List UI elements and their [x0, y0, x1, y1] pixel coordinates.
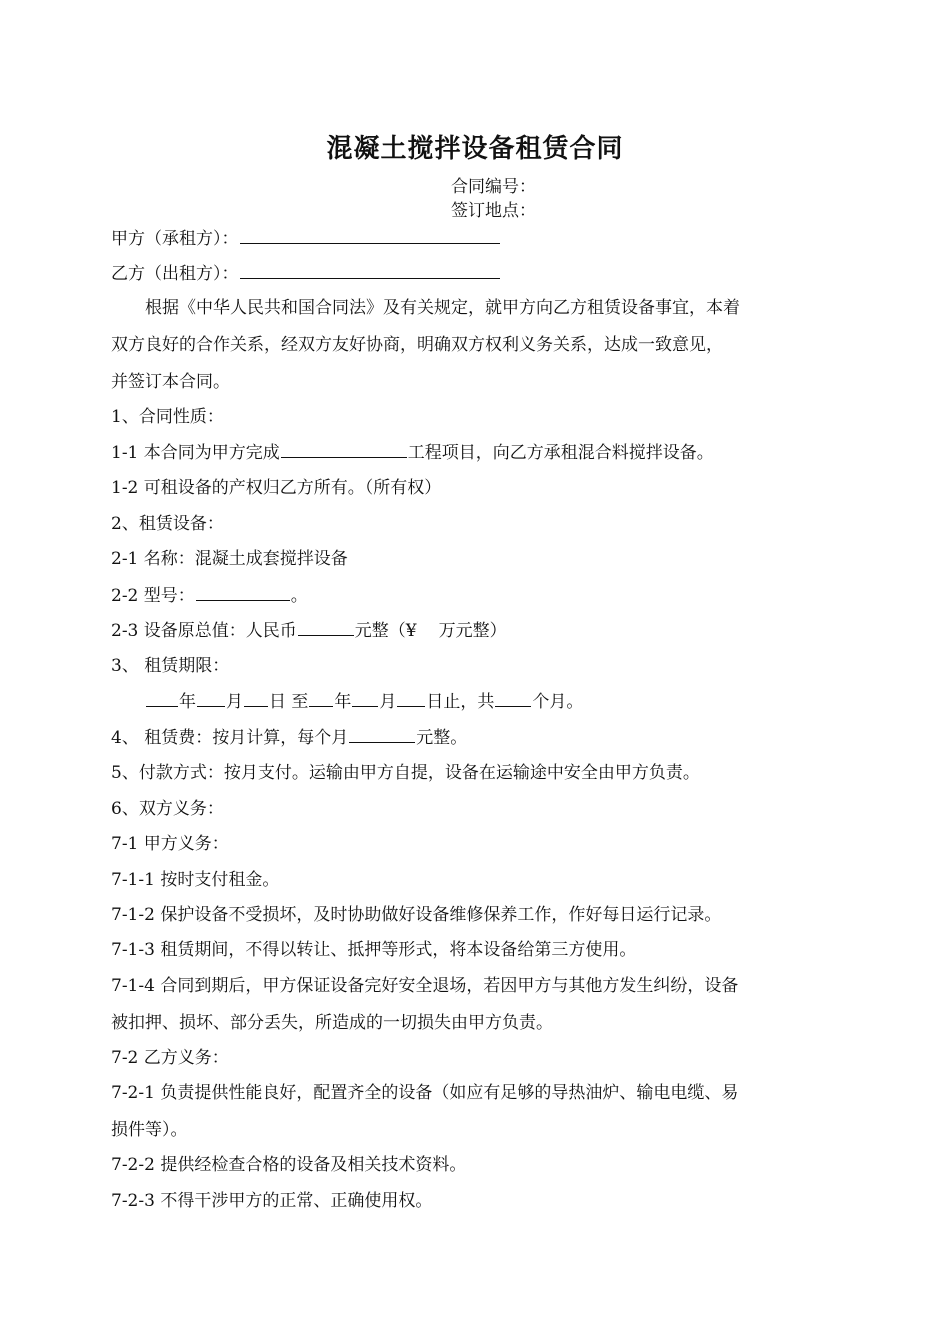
clause-2-2-text-b: 。 — [290, 586, 308, 606]
item-7-2-1-line-1: 7-2-1 负责提供性能良好，配置齐全的设备（如应有足够的导热油炉、输电电缆、易 — [111, 1083, 739, 1103]
preamble-line-1: 根据《中华人民共和国合同法》及有关规定，就甲方向乙方租赁设备事宜，本着 — [145, 298, 740, 318]
section-4-text-a: 4、 租赁费：按月计算，每个月 — [111, 728, 349, 748]
party-b-blank[interactable] — [240, 261, 500, 279]
item-7-2-3: 7-2-3 不得干涉甲方的正常、正确使用权。 — [111, 1191, 433, 1211]
preamble-line-3: 并签订本合同。 — [111, 372, 230, 392]
item-7-1-1: 7-1-1 按时支付租金。 — [111, 870, 280, 890]
end-day-blank[interactable] — [397, 689, 425, 707]
sign-place-label: 签订地点： — [451, 201, 536, 221]
day-end-label: 日止，共 — [426, 692, 495, 712]
item-7-1-4-line-1: 7-1-4 合同到期后，甲方保证设备完好安全退场，若因甲方与其他方发生纠纷，设备 — [111, 976, 739, 996]
end-year-blank[interactable] — [309, 689, 333, 707]
section-6-heading: 6、双方义务： — [111, 799, 224, 819]
party-b-line — [111, 261, 501, 286]
party-b-label: 乙方（出租方）： — [111, 264, 239, 284]
section-7-1-heading: 7-1 甲方义务： — [111, 834, 229, 854]
item-7-2-1-line-2: 损件等）。 — [111, 1120, 188, 1140]
party-a-blank[interactable] — [240, 226, 500, 244]
months-blank[interactable] — [495, 689, 531, 707]
item-7-2-2: 7-2-2 提供经检查合格的设备及相关技术资料。 — [111, 1155, 467, 1175]
section-4 — [111, 725, 467, 750]
item-7-1-3: 7-1-3 租赁期间，不得以转让、抵押等形式，将本设备给第三方使用。 — [111, 940, 637, 960]
section-3-heading: 3、 租赁期限： — [111, 656, 230, 676]
start-month-blank[interactable] — [197, 689, 225, 707]
item-7-1-2: 7-1-2 保护设备不受损坏，及时协助做好设备维修保养工作，作好每日运行记录。 — [111, 905, 722, 925]
clause-2-2-text-a: 2-2 型号： — [111, 586, 195, 606]
month-label: 月 — [226, 692, 243, 712]
clause-2-3-text-b: 元整（¥ — [354, 621, 417, 641]
start-day-blank[interactable] — [244, 689, 268, 707]
clause-1-1-text-b: 工程项目，向乙方承租混合料搅拌设备。 — [407, 443, 714, 463]
section-4-text-b: 元整。 — [416, 728, 468, 748]
clause-2-3-text-a: 2-3 设备原总值：人民币 — [111, 621, 297, 641]
clause-1-1-text-a: 1-1 本合同为甲方完成 — [111, 443, 280, 463]
start-year-blank[interactable] — [146, 689, 178, 707]
page-title: 混凝土搅拌设备租赁合同 — [326, 134, 624, 164]
clause-2-1: 2-1 名称：混凝土成套搅拌设备 — [111, 549, 348, 569]
section-5: 5、付款方式：按月支付。运输由甲方自提，设备在运输途中安全由甲方负责。 — [111, 763, 700, 783]
section-2-heading: 2、租赁设备： — [111, 514, 224, 534]
contract-number-label: 合同编号： — [451, 177, 536, 197]
end-month-blank[interactable] — [352, 689, 378, 707]
clause-2-2 — [111, 583, 308, 608]
clause-1-2: 1-2 可租设备的产权归乙方所有。（所有权） — [111, 478, 442, 498]
clause-2-3-text-c: 万元整） — [438, 621, 507, 641]
lease-period-line — [145, 689, 583, 714]
section-7-2-heading: 7-2 乙方义务： — [111, 1048, 229, 1068]
monthly-fee-blank[interactable] — [349, 725, 415, 743]
item-7-1-4-line-2: 被扣押、损坏、部分丢失，所造成的一切损失由甲方负责。 — [111, 1013, 553, 1033]
clause-1-1 — [111, 440, 714, 465]
preamble-line-2: 双方良好的合作关系，经双方友好协商，明确双方权利义务关系，达成一致意见， — [111, 335, 723, 355]
party-a-label: 甲方（承租方）： — [111, 229, 239, 249]
project-name-blank[interactable] — [281, 440, 407, 458]
clause-2-3 — [111, 618, 507, 643]
total-value-blank[interactable] — [298, 618, 354, 636]
year-label-2: 年 — [334, 692, 352, 712]
day-to-label: 日 至 — [269, 692, 309, 712]
section-1-heading: 1、合同性质： — [111, 407, 224, 427]
year-label: 年 — [179, 692, 196, 712]
months-label: 个月。 — [532, 692, 584, 712]
party-a-line — [111, 226, 501, 251]
month-label-2: 月 — [379, 692, 397, 712]
model-blank[interactable] — [196, 583, 290, 601]
